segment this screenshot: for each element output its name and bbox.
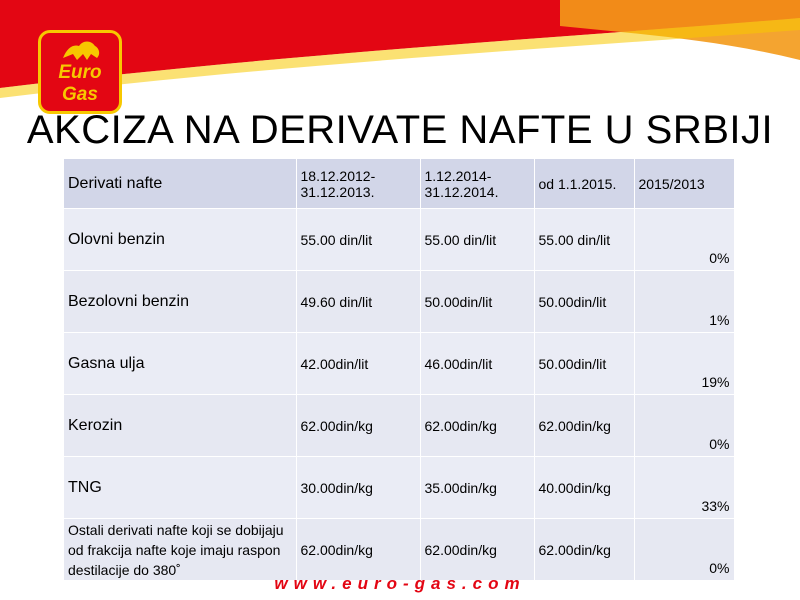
rate-cell: 30.00din/kg	[296, 457, 420, 519]
product-cell: Bezolovni benzin	[64, 271, 296, 333]
change-cell: 0%	[634, 519, 734, 581]
column-header: 2015/2013	[634, 159, 734, 209]
change-cell: 33%	[634, 457, 734, 519]
change-cell: 0%	[634, 395, 734, 457]
rate-cell: 62.00din/kg	[534, 519, 634, 581]
product-cell: TNG	[64, 457, 296, 519]
change-cell: 19%	[634, 333, 734, 395]
rate-cell: 40.00din/kg	[534, 457, 634, 519]
footer-url: www.euro-gas.com	[274, 574, 526, 593]
product-cell: Olovni benzin	[64, 209, 296, 271]
rate-cell: 46.00din/lit	[420, 333, 534, 395]
table-header-row	[64, 159, 734, 209]
rate-cell: 50.00din/lit	[534, 271, 634, 333]
product-cell: Gasna ulja	[64, 333, 296, 395]
table-row	[64, 395, 734, 457]
column-header: 18.12.2012-31.12.2013.	[296, 159, 420, 209]
rate-cell: 55.00 din/lit	[420, 209, 534, 271]
rate-cell: 49.60 din/lit	[296, 271, 420, 333]
rate-cell: 55.00 din/lit	[296, 209, 420, 271]
rate-cell: 62.00din/kg	[420, 519, 534, 581]
column-header: Derivati nafte	[64, 159, 296, 209]
table-row	[64, 519, 734, 581]
table-row	[64, 271, 734, 333]
rate-cell: 62.00din/kg	[296, 519, 420, 581]
logo-word-gas: Gas	[62, 84, 98, 105]
rate-cell: 50.00din/lit	[534, 333, 634, 395]
rate-cell: 55.00 din/lit	[534, 209, 634, 271]
rate-cell: 62.00din/kg	[296, 395, 420, 457]
lion-icon	[59, 38, 103, 64]
excise-table	[64, 159, 735, 581]
rate-cell: 50.00din/lit	[420, 271, 534, 333]
rate-cell: 35.00din/kg	[420, 457, 534, 519]
table-row	[64, 209, 734, 271]
column-header: 1.12.2014-31.12.2014.	[420, 159, 534, 209]
logo-word-euro: Euro	[58, 62, 102, 83]
product-cell: Ostali derivati nafte koji se dobijaju od frakcija nafte koje imaju raspon destilacije do 380˚	[64, 519, 296, 581]
page-title: AKCIZA NA DERIVATE NAFTE U SRBIJI	[26, 108, 774, 152]
rate-cell: 42.00din/lit	[296, 333, 420, 395]
column-header: od 1.1.2015.	[534, 159, 634, 209]
rate-cell: 62.00din/kg	[420, 395, 534, 457]
table-row	[64, 457, 734, 519]
euro-gas-logo	[38, 30, 122, 114]
rate-cell: 62.00din/kg	[534, 395, 634, 457]
change-cell: 0%	[634, 209, 734, 271]
table-row	[64, 333, 734, 395]
product-cell: Kerozin	[64, 395, 296, 457]
change-cell: 1%	[634, 271, 734, 333]
